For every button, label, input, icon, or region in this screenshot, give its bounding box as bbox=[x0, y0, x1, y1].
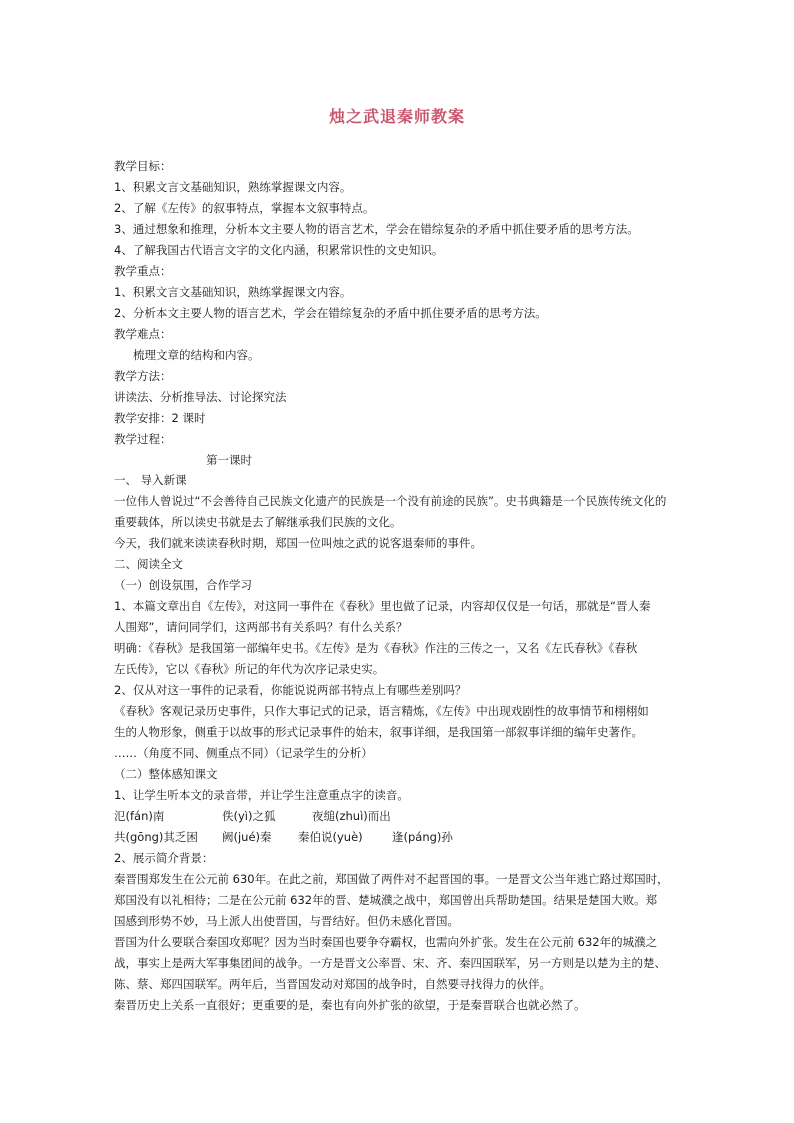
text-line: 3、通过想象和推理，分析本文主要人物的语言艺术，学会在错综复杂的矛盾中抓住要矛盾的思考方法。 bbox=[114, 222, 639, 236]
text-line: 秦晋历史上关系一直很好；更重要的是，秦也有向外扩张的欲望，于是秦晋联合也就必然了。 bbox=[114, 998, 586, 1012]
lesson-heading: 第一课时 bbox=[206, 453, 252, 467]
page-title: 烛之武退秦师教案 bbox=[328, 107, 465, 126]
text-line: 1、本篇文章出自《左传》，对这同一事件在《春秋》里也做了记录，内容却仅仅是一句话，那就是“晋人秦 bbox=[114, 599, 651, 613]
text-line: 晋国为什么要联合秦国攻郑呢？因为当时秦国也要争夺霸权，也需向外扩张。发生在公元前 632年的城濮之 bbox=[114, 935, 658, 949]
pronunciation-item: 秦伯说(yuè) bbox=[298, 830, 363, 844]
text-line: 2、展示简介背景： bbox=[114, 851, 214, 865]
section-heading: 一、 导入新课 bbox=[114, 473, 187, 487]
pronunciation-item: 共(gōng)其乏困 bbox=[114, 830, 198, 844]
heading-objectives: 教学目标： bbox=[114, 159, 172, 173]
text-line: 重要载体，所以读史书就是去了解继承我们民族的文化。 bbox=[114, 515, 402, 529]
subsection-heading: （一）创设氛围，合作学习 bbox=[114, 578, 252, 592]
text-line: 教学安排：2 课时 bbox=[114, 411, 206, 425]
text-line: 秦晋围郑发生在公元前 630年。在此之前，郑国做了两件对不起晋国的事。一是晋文公当年逃亡路过郑国时， bbox=[114, 872, 669, 886]
text-line: 国感到形势不妙，马上派人出使晋国，与晋结好。但仍未感化晋国。 bbox=[114, 914, 459, 928]
text-line: 左氏传》，它以《春秋》所记的年代为次序记录史实。 bbox=[114, 662, 385, 676]
text-line: 一位伟人曾说过“不会善待自己民族文化遗产的民族是一个没有前途的民族”。史书典籍是一个民族传统文化的 bbox=[114, 494, 667, 508]
heading-key-points: 教学重点： bbox=[114, 264, 172, 278]
text-line: 明确：《春秋》是我国第一部编年史书。《左传》是为《春秋》作注的三传之一，又名《左氏春秋》《春秋 bbox=[114, 641, 638, 655]
pronunciation-item: 逢(páng)孙 bbox=[392, 830, 453, 844]
text-line: 讲读法、分析推导法、讨论探究法 bbox=[114, 390, 287, 404]
subsection-heading: （二）整体感知课文 bbox=[114, 767, 218, 781]
text-line: 生的人物形象，侧重于以故事的形式记录事件的始末，叙事详细，是我国第一部叙事详细的编年史著作。 bbox=[114, 725, 643, 739]
text-line: 2、仅从对这一事件的记录看，你能说说两部书特点上有哪些差别吗？ bbox=[114, 683, 467, 697]
text-line: 2、分析本文主要人物的语言艺术，学会在错综复杂的矛盾中抓住要矛盾的思考方法。 bbox=[114, 306, 547, 320]
pronunciation-item: 氾(fán)南 bbox=[114, 809, 165, 823]
pronunciation-item: 阙(jué)秦 bbox=[222, 830, 272, 844]
heading-methods: 教学方法： bbox=[114, 369, 172, 383]
text-line: ……（角度不同、侧重点不同）（记录学生的分析） bbox=[114, 746, 373, 760]
text-line: 1、积累文言文基础知识，熟练掌握课文内容。 bbox=[114, 285, 352, 299]
text-line: 4、了解我国古代语言文字的文化内涵，积累常识性的文史知识。 bbox=[114, 243, 444, 257]
text-line: 梳理文章的结构和内容。 bbox=[133, 348, 260, 362]
text-line: 陈、蔡、郑四国联军。两年后，当晋国发动对郑国的战争时，自然要寻找得力的伙伴。 bbox=[114, 977, 551, 991]
section-heading: 二、阅读全文 bbox=[114, 557, 183, 571]
text-line: 2、了解《左传》的叙事特点，掌握本文叙事特点。 bbox=[114, 201, 375, 215]
text-line: 今天，我们就来读读春秋时期，郑国一位叫烛之武的说客退秦师的事件。 bbox=[114, 536, 482, 550]
pronunciation-item: 夜缒(zhuì)而出 bbox=[312, 809, 391, 823]
text-line: 人围郑”，请问同学们，这两部书有关系吗？有什么关系？ bbox=[114, 620, 408, 634]
text-line: 1、让学生听本文的录音带，并让学生注意重点字的读音。 bbox=[114, 788, 409, 802]
text-line: 战，事实上是两大军事集团间的战争。一方是晋文公率晋、宋、齐、秦四国联军，另一方则是以楚为主的楚、 bbox=[114, 956, 666, 970]
text-line: 《春秋》客观记录历史事件，只作大事记式的记录，语言精炼，《左传》中出现戏剧性的故事情节和栩栩如 bbox=[114, 704, 649, 718]
heading-process: 教学过程： bbox=[114, 432, 172, 446]
text-line: 郑国没有以礼相待；二是在公元前 632年的晋、楚城濮之战中，郑国曾出兵帮助楚国。结果是楚国大败。郑 bbox=[114, 893, 658, 907]
pronunciation-item: 佚(yì)之狐 bbox=[222, 809, 276, 823]
text-line: 1、积累文言文基础知识，熟练掌握课文内容。 bbox=[114, 180, 352, 194]
heading-difficulties: 教学难点： bbox=[114, 327, 172, 341]
